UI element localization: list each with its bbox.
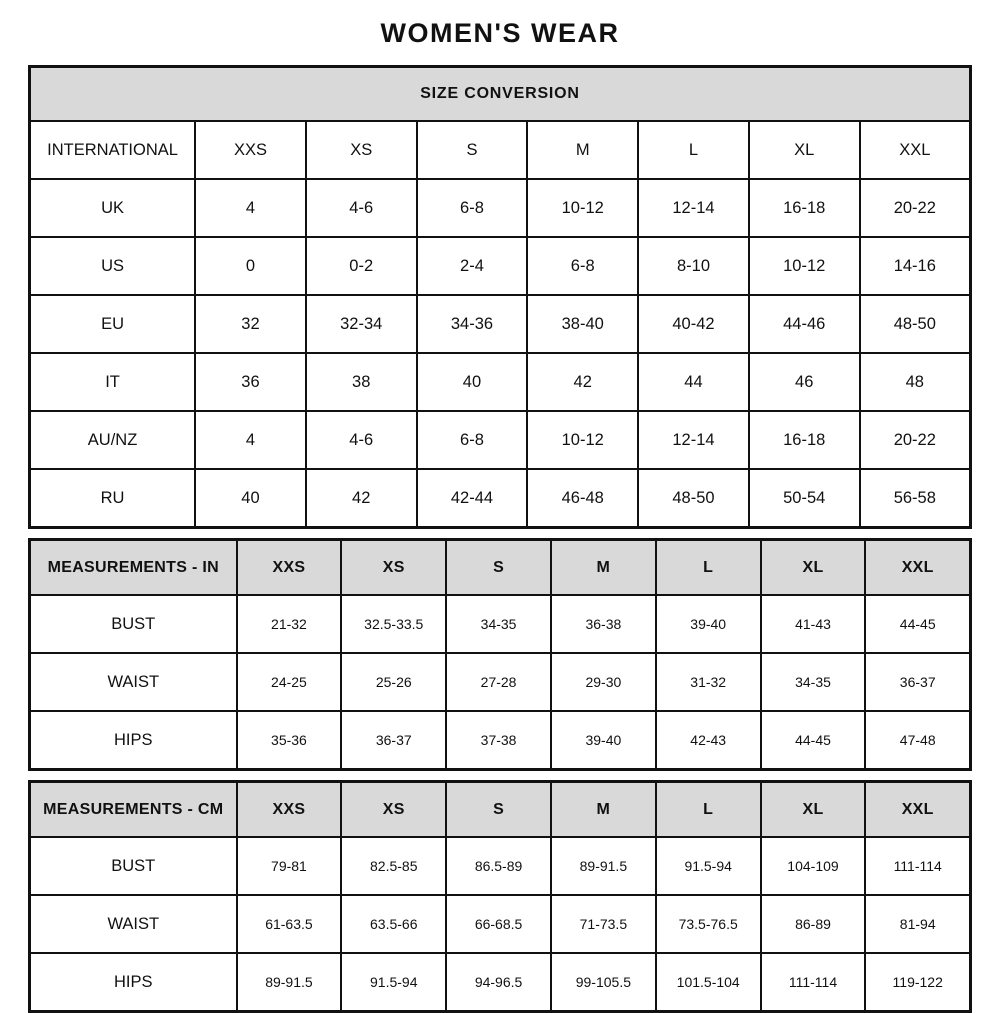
measurement-value-cell: 91.5-94 (656, 837, 761, 895)
size-col-header-xs: XS (341, 540, 446, 596)
size-value-cell: 46-48 (527, 469, 638, 528)
row-label: WAIST (30, 895, 237, 953)
size-value-cell: 2-4 (417, 237, 528, 295)
size-col-header-l: L (656, 540, 761, 596)
size-col-header-xxl: XXL (865, 540, 970, 596)
size-col-header-xxl: XXL (865, 782, 970, 838)
size-col-header-xl: XL (761, 782, 866, 838)
size-col-header-s: S (417, 121, 528, 179)
measurements-cm-title: MEASUREMENTS - CM (30, 782, 237, 838)
measurement-value-cell: 35-36 (237, 711, 342, 770)
size-value-cell: 16-18 (749, 179, 860, 237)
size-conversion-band-title: SIZE CONVERSION (30, 67, 971, 122)
size-value-cell: 40 (195, 469, 306, 528)
table-row (30, 595, 971, 653)
table-row (30, 411, 971, 469)
size-col-header-xl: XL (749, 121, 860, 179)
measurement-value-cell: 89-91.5 (237, 953, 342, 1012)
size-value-cell: 32-34 (306, 295, 417, 353)
row-label-header: INTERNATIONAL (30, 121, 196, 179)
size-col-header-s: S (446, 782, 551, 838)
measurement-value-cell: 29-30 (551, 653, 656, 711)
size-conversion-table (28, 65, 972, 529)
size-value-cell: 6-8 (417, 411, 528, 469)
table-row (30, 837, 971, 895)
measurement-value-cell: 21-32 (237, 595, 342, 653)
size-value-cell: 4-6 (306, 411, 417, 469)
measurement-value-cell: 82.5-85 (341, 837, 446, 895)
size-value-cell: 4 (195, 411, 306, 469)
measurement-value-cell: 42-43 (656, 711, 761, 770)
size-value-cell: 46 (749, 353, 860, 411)
row-label: HIPS (30, 953, 237, 1012)
size-col-header-xxl: XXL (860, 121, 971, 179)
size-col-header-m: M (551, 782, 656, 838)
measurement-value-cell: 71-73.5 (551, 895, 656, 953)
measurement-value-cell: 36-37 (865, 653, 970, 711)
measurement-value-cell: 34-35 (446, 595, 551, 653)
measurement-value-cell: 44-45 (865, 595, 970, 653)
measurement-value-cell: 79-81 (237, 837, 342, 895)
table-row (30, 953, 971, 1012)
size-value-cell: 44 (638, 353, 749, 411)
measurement-value-cell: 91.5-94 (341, 953, 446, 1012)
measurement-value-cell: 41-43 (761, 595, 866, 653)
measurement-value-cell: 32.5-33.5 (341, 595, 446, 653)
size-col-header-xxs: XXS (195, 121, 306, 179)
size-value-cell: 42 (527, 353, 638, 411)
measurement-value-cell: 66-68.5 (446, 895, 551, 953)
measurement-value-cell: 39-40 (551, 711, 656, 770)
measurement-value-cell: 34-35 (761, 653, 866, 711)
table-row (30, 295, 971, 353)
measurement-value-cell: 25-26 (341, 653, 446, 711)
measurement-value-cell: 94-96.5 (446, 953, 551, 1012)
size-col-header-xs: XS (341, 782, 446, 838)
size-value-cell: 42 (306, 469, 417, 528)
size-value-cell: 0 (195, 237, 306, 295)
size-value-cell: 12-14 (638, 179, 749, 237)
size-value-cell: 50-54 (749, 469, 860, 528)
size-value-cell: 40-42 (638, 295, 749, 353)
row-label: AU/NZ (30, 411, 196, 469)
measurement-value-cell: 86-89 (761, 895, 866, 953)
size-value-cell: 38-40 (527, 295, 638, 353)
measurement-value-cell: 44-45 (761, 711, 866, 770)
size-value-cell: 10-12 (527, 179, 638, 237)
row-label: HIPS (30, 711, 237, 770)
measurement-value-cell: 63.5-66 (341, 895, 446, 953)
measurement-value-cell: 86.5-89 (446, 837, 551, 895)
size-col-header-xxs: XXS (237, 782, 342, 838)
measurement-value-cell: 31-32 (656, 653, 761, 711)
size-value-cell: 48-50 (860, 295, 971, 353)
row-label: WAIST (30, 653, 237, 711)
table-row (30, 237, 971, 295)
size-value-cell: 48 (860, 353, 971, 411)
size-value-cell: 0-2 (306, 237, 417, 295)
measurement-value-cell: 36-38 (551, 595, 656, 653)
measurement-value-cell: 37-38 (446, 711, 551, 770)
size-col-header-xl: XL (761, 540, 866, 596)
size-value-cell: 38 (306, 353, 417, 411)
size-value-cell: 42-44 (417, 469, 528, 528)
row-label: BUST (30, 595, 237, 653)
measurement-value-cell: 104-109 (761, 837, 866, 895)
size-value-cell: 48-50 (638, 469, 749, 528)
size-value-cell: 40 (417, 353, 528, 411)
size-value-cell: 10-12 (749, 237, 860, 295)
size-value-cell: 16-18 (749, 411, 860, 469)
size-conversion-band-row (30, 67, 971, 122)
table-row (30, 711, 971, 770)
measurement-value-cell: 111-114 (865, 837, 970, 895)
size-value-cell: 20-22 (860, 179, 971, 237)
measurement-value-cell: 119-122 (865, 953, 970, 1012)
size-col-header-xxs: XXS (237, 540, 342, 596)
measurement-value-cell: 73.5-76.5 (656, 895, 761, 953)
measurement-value-cell: 27-28 (446, 653, 551, 711)
size-value-cell: 34-36 (417, 295, 528, 353)
table-row (30, 653, 971, 711)
measurements-header-row (30, 540, 971, 596)
size-col-header-l: L (638, 121, 749, 179)
row-label: BUST (30, 837, 237, 895)
size-col-header-l: L (656, 782, 761, 838)
measurement-value-cell: 81-94 (865, 895, 970, 953)
size-value-cell: 10-12 (527, 411, 638, 469)
row-label: US (30, 237, 196, 295)
measurement-value-cell: 36-37 (341, 711, 446, 770)
size-value-cell: 44-46 (749, 295, 860, 353)
measurement-value-cell: 61-63.5 (237, 895, 342, 953)
measurements-cm-table (28, 780, 972, 1013)
row-label: UK (30, 179, 196, 237)
measurement-value-cell: 89-91.5 (551, 837, 656, 895)
page-title: WOMEN'S WEAR (380, 18, 620, 48)
size-value-cell: 20-22 (860, 411, 971, 469)
table-row (30, 469, 971, 528)
size-value-cell: 14-16 (860, 237, 971, 295)
size-value-cell: 4-6 (306, 179, 417, 237)
size-value-cell: 12-14 (638, 411, 749, 469)
size-col-header-m: M (551, 540, 656, 596)
measurement-value-cell: 47-48 (865, 711, 970, 770)
size-col-header-m: M (527, 121, 638, 179)
row-label: EU (30, 295, 196, 353)
size-value-cell: 56-58 (860, 469, 971, 528)
measurement-value-cell: 39-40 (656, 595, 761, 653)
measurement-value-cell: 24-25 (237, 653, 342, 711)
table-row (30, 895, 971, 953)
size-value-cell: 6-8 (527, 237, 638, 295)
size-col-header-s: S (446, 540, 551, 596)
size-value-cell: 6-8 (417, 179, 528, 237)
measurement-value-cell: 101.5-104 (656, 953, 761, 1012)
size-col-header-xs: XS (306, 121, 417, 179)
measurements-header-row (30, 782, 971, 838)
size-value-cell: 4 (195, 179, 306, 237)
measurements-in-title: MEASUREMENTS - IN (30, 540, 237, 596)
measurement-value-cell: 99-105.5 (551, 953, 656, 1012)
size-value-cell: 36 (195, 353, 306, 411)
size-column-header-row (30, 121, 971, 179)
measurements-in-table (28, 538, 972, 771)
row-label: RU (30, 469, 196, 528)
row-label: IT (30, 353, 196, 411)
table-row (30, 179, 971, 237)
table-row (30, 353, 971, 411)
size-value-cell: 32 (195, 295, 306, 353)
measurement-value-cell: 111-114 (761, 953, 866, 1012)
size-value-cell: 8-10 (638, 237, 749, 295)
